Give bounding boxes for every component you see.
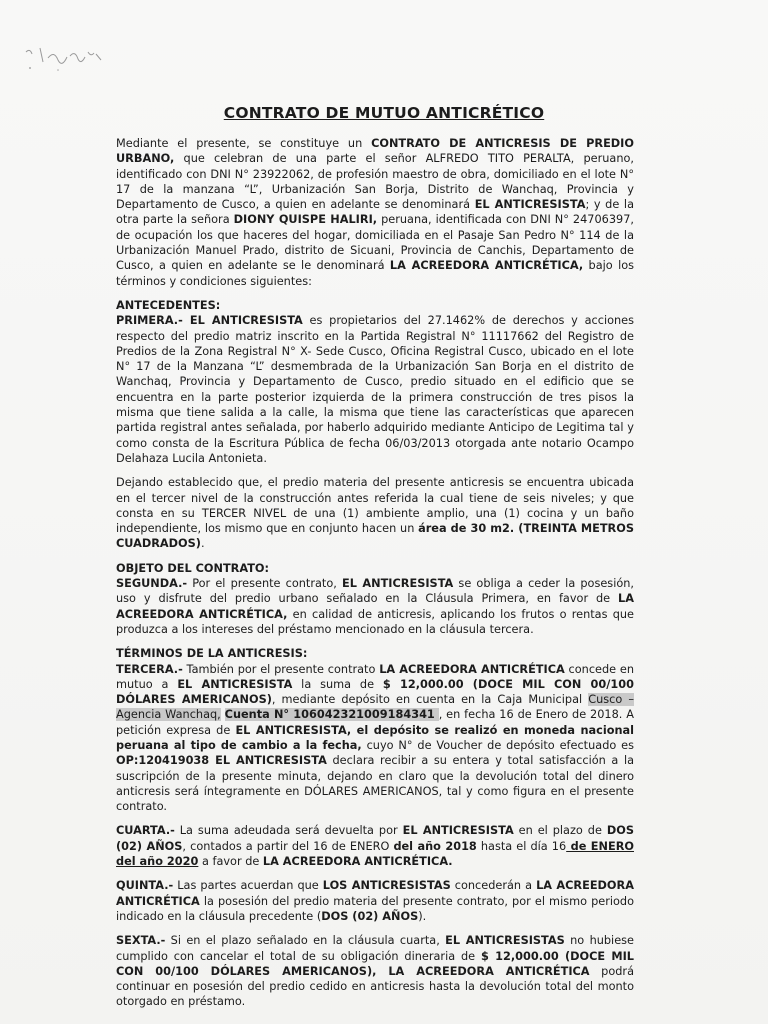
text-run: $ 12,000.00 (DOCE MIL CON 00/100 DÓLARES AMERICANOS) [116, 677, 634, 707]
text-run: La suma adeudada será devuelta por [174, 824, 403, 838]
text-run: EL ANTICRESISTAS [445, 934, 565, 948]
text-run: LA ACREEDORA ANTICRÉTICA [116, 879, 634, 908]
text-run: PRIMERA.- EL ANTICRESISTA [116, 314, 303, 328]
clause-primera [116, 313, 634, 466]
text-run: SEXTA.- [116, 934, 166, 948]
clause-tercera [116, 662, 634, 815]
clause-sexta [116, 933, 634, 1009]
terminos-heading: TÉRMINOS DE LA ANTICRESIS: [116, 647, 308, 661]
text-run: Si en el plazo señalado en la cláusula cuarta, [165, 934, 446, 948]
text-run: EL ANTICRESISTA, el depósito se realizó en moneda nacional peruana al tipo de cambio a la fecha, [116, 723, 634, 752]
text-run: LA ACREEDORA ANTICRÉTICA. [262, 855, 453, 869]
clause-segunda [116, 576, 634, 637]
document-title: CONTRATO DE MUTUO ANTICRÉTICO [223, 104, 545, 122]
text-run: DIONY QUISPE HALIRI, [233, 213, 378, 227]
clause-cuarta [116, 823, 634, 869]
text-run: $ 12,000.00 (DOCE MIL CON 00/100 DÓLARES AMERICANOS), LA ACREEDORA ANTICRÉTICA [116, 949, 634, 978]
text-run: declara recibir a su entera y total satisfacción a la suscripción de la presente minuta, dejando en claro que la devolución total del dinero anticresis será íntegramente en DÓLARES AMERICANOS, tal y como figura en el presente contrato. [116, 754, 634, 814]
text-run: CONTRATO DE ANTICRESIS DE PREDIO URBANO, [116, 137, 634, 166]
text-run: ; y de la otra parte la señora [116, 198, 634, 227]
dejando-paragraph [116, 475, 634, 551]
text-run: que celebran de una parte el señor ALFREDO TITO PERALTA, peruano, identificado con DNI N° 23922062, de profesión maestro de obra, domiciliado en el lote N° 17 de la manzana “L”, Urbanización San Borja, Distrito de Wanchaq, Provincia y Departamento de Cusco, a quien en adelante se denominará [116, 152, 634, 212]
objeto-heading: OBJETO DEL CONTRATO: [116, 561, 270, 575]
text-run: LA ACREEDORA ANTICRÉTICA, [116, 592, 634, 621]
text-run: Cusco – Agencia Wanchaq, [116, 693, 634, 722]
text-run: . [200, 537, 205, 551]
text-run: EL ANTICRESISTA [177, 677, 293, 691]
text-run: no hubiese cumplido con cancelar el total de su obligación dineraria de [116, 934, 634, 963]
text-run: LA ACREEDORA ANTICRÉTICA [379, 662, 565, 676]
text-run: EL ANTICRESISTA [474, 198, 586, 212]
text-run: área de 30 m2. (TREINTA METROS CUADRADOS) [116, 522, 634, 551]
text-run: DOS (02) AÑOS [116, 824, 634, 853]
text-run: LA ACREEDORA ANTICRÉTICA, [389, 259, 584, 273]
text-run: QUINTA.- [116, 879, 174, 893]
text-run: del año 2018 [393, 839, 477, 853]
text-run: bajo los términos y condiciones siguientes: [116, 259, 635, 288]
text-run: SEGUNDA.- [116, 577, 188, 591]
text-run: la posesión del predio materia del presente contrato, por el mismo periodo indicado en la cláusula precedente ( [116, 894, 634, 923]
text-run: la suma de [292, 677, 383, 691]
text-run: es propietarios del 27.1462% de derechos y acciones respecto del predio matriz inscrito en la Partida Registral N° 11117662 del Registro de Predios de la Zona Registral N° X- Sede Cusco, Oficina Registral Cusco, ubicado en el lote N° 17 de la Manzana “L” desmembrada de la Urbanización San Borja en el distrito de Wanchaq, Provincia y Departamento de Cusco, predio situado en el edificio que se encuentra en la parte posterior izquierda de la primera construcción de tres pisos la misma que tiene salida a la calle, la misma que tiene las características que aparecen partida registral antes señalada, por haberlo adquirido mediante Anticipo de Legitima tal y como consta de la Escritura Pública de fecha 06/03/2013 otorgada ante notario Ocampo Delahaza Lucila Antonieta. [116, 314, 634, 465]
text-run: en el plazo de [513, 824, 607, 838]
text-run: cuyo N° de Voucher de depósito efectuado es [361, 738, 634, 752]
text-run: EL ANTICRESISTA [342, 577, 454, 591]
text-run: Mediante el presente, se constituye un [116, 137, 372, 150]
text-run: , contados a partir del 16 de ENERO [182, 839, 394, 853]
document-body [116, 136, 634, 1019]
text-run: Las partes acuerdan que [173, 879, 323, 893]
text-run: EL ANTICRESISTA [402, 824, 514, 838]
intro-paragraph [116, 136, 634, 289]
handwritten-mark [18, 40, 128, 80]
text-run: concederán a [450, 879, 537, 893]
text-run: LOS ANTICRESISTAS [322, 879, 451, 893]
text-run: OP:120419038 EL ANTICRESISTA [116, 754, 327, 768]
text-run: de ENERO del año 2020 [116, 839, 634, 869]
text-run: , en fecha 16 de Enero de 2018. A petición expresa de [116, 708, 634, 737]
text-run: , mediante depósito en cuenta en la Caja Municipal [271, 693, 589, 707]
text-run: CUARTA.- [116, 824, 175, 838]
text-run: DOS (02) AÑOS [321, 909, 419, 923]
text-run: También por el presente contrato [182, 662, 380, 676]
antecedentes-heading: ANTECEDENTES: [116, 298, 221, 312]
text-run: TERCERA.- [116, 662, 183, 676]
text-run: en calidad de anticresis, aplicando los frutos o rentas que produzca a los intereses del préstamo mencionado en la cláusula tercera. [116, 607, 634, 636]
text-run: ). [418, 909, 427, 923]
text-run: podrá continuar en posesión del predio cedido en anticresis hasta la devolución total del monto otorgado en préstamo. [116, 964, 634, 1009]
text-run: peruana, identificada con DNI N° 24706397, de ocupación los que haceres del hogar, domiciliada en el Pasaje San Pedro N° 114 de la Urbanización Manuel Prado, distrito de Sicuani, Provincia de Canchis, Departamento de Cusco, a quien en adelante se le denominará [116, 213, 634, 273]
text-run: se obliga a ceder la posesión, uso y disfrute del predio urbano señalado en la Cláusula Primera, en favor de [116, 577, 634, 606]
text-run: a favor de [198, 855, 263, 869]
text-run: hasta el día 16 [476, 839, 567, 853]
clause-quinta [116, 878, 634, 924]
text-run: Dejando establecido que, el predio materia del presente anticresis se encuentra ubicada en el tercer nivel de la construcción antes referida la cual tiene de seis niveles; y que consta en su TERCER NIVEL de una (1) ambiente amplio, una (1) cocina y un baño independiente, los mismo que en conjunto hacen un [116, 476, 634, 536]
text-run: Por el presente contrato, [187, 577, 342, 591]
text-run: Cuenta N° 106042321009184341 [224, 708, 435, 722]
text-run: concede en mutuo a [116, 662, 634, 691]
